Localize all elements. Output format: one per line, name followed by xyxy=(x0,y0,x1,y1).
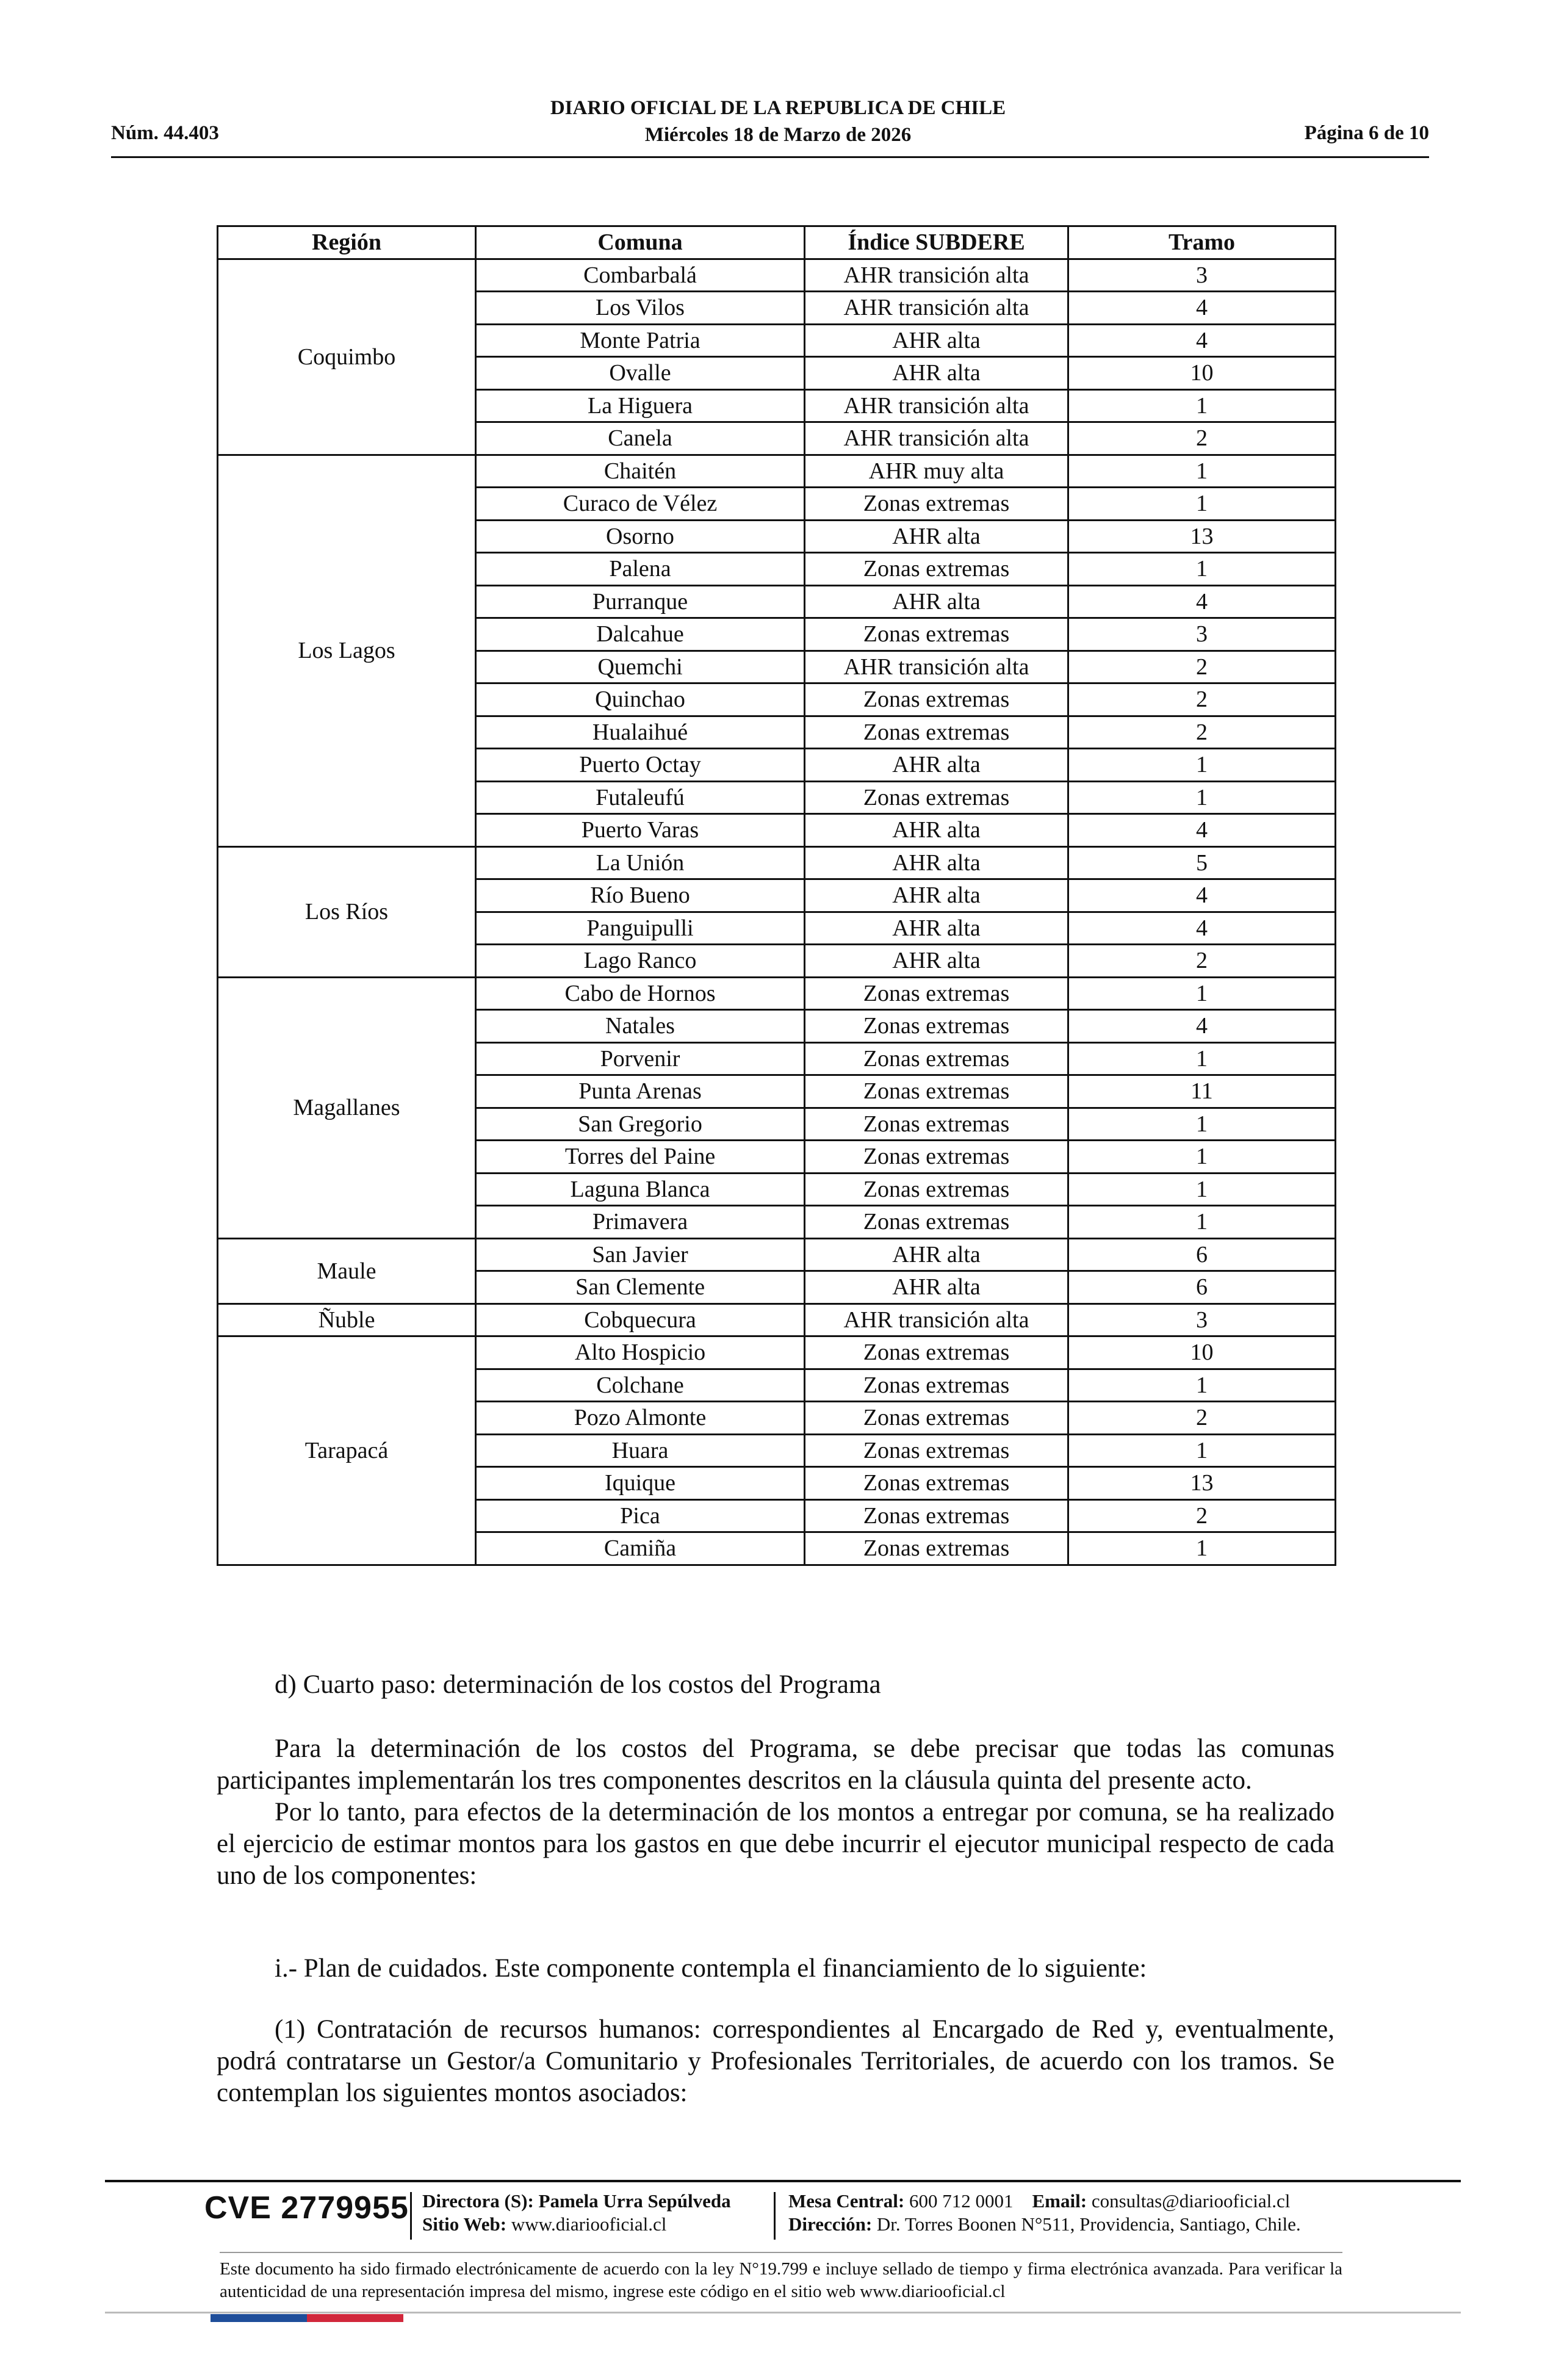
indice-cell: Zonas extremas xyxy=(805,977,1068,1010)
tramo-cell: 4 xyxy=(1068,814,1336,847)
footer-contact-left xyxy=(422,2190,731,2236)
table-row xyxy=(218,259,1336,292)
indice-cell: Zonas extremas xyxy=(805,1108,1068,1141)
tramo-cell: 2 xyxy=(1068,1402,1336,1435)
comuna-cell: Punta Arenas xyxy=(476,1075,805,1108)
table-body xyxy=(218,259,1336,1565)
direccion-value: Dr. Torres Boonen N°511, Providencia, Santiago, Chile. xyxy=(876,2213,1301,2235)
mesa-phone: 600 712 0001 xyxy=(909,2190,1014,2212)
plan-cuidados xyxy=(217,1953,1334,1985)
tramo-cell: 4 xyxy=(1068,324,1336,357)
comuna-cell: Purranque xyxy=(476,585,805,618)
tramo-cell: 1 xyxy=(1068,781,1336,814)
indice-cell: AHR transición alta xyxy=(805,259,1068,292)
directora-name: Pamela Urra Sepúlveda xyxy=(538,2190,731,2212)
tramo-cell: 11 xyxy=(1068,1075,1336,1108)
page-number: Página 6 de 10 xyxy=(1304,122,1429,144)
indice-cell: Zonas extremas xyxy=(805,716,1068,749)
paragraph-2: Por lo tanto, para efectos de la determinación de los montos a entregar por comuna, se ha realizado el ejercicio de estimar montos para los gastos en que debe incurrir el ejecutor municipal respecto de cada uno de los componentes: xyxy=(217,1798,1334,1890)
footer-separator xyxy=(410,2192,412,2240)
flag-stripe-blue xyxy=(211,2314,307,2322)
comuna-cell: Osorno xyxy=(476,520,805,553)
table-row xyxy=(218,846,1336,879)
directora-line xyxy=(422,2190,731,2213)
comuna-cell: Hualaihué xyxy=(476,716,805,749)
indice-cell: AHR alta xyxy=(805,1271,1068,1304)
comuna-cell: Iquique xyxy=(476,1467,805,1500)
comuna-cell: Canela xyxy=(476,422,805,455)
header-divider xyxy=(111,156,1429,158)
comuna-cell: Primavera xyxy=(476,1206,805,1239)
tramo-cell: 1 xyxy=(1068,455,1336,488)
region-cell: Los Lagos xyxy=(218,455,476,846)
indice-cell: AHR alta xyxy=(805,879,1068,912)
indice-cell: Zonas extremas xyxy=(805,1042,1068,1075)
tramo-cell: 1 xyxy=(1068,1042,1336,1075)
indice-cell: AHR transición alta xyxy=(805,422,1068,455)
mesa-line xyxy=(788,2190,1301,2213)
indice-cell: Zonas extremas xyxy=(805,1141,1068,1174)
tramo-cell: 13 xyxy=(1068,520,1336,553)
region-cell: Maule xyxy=(218,1238,476,1304)
paragraph-1: Para la determinación de los costos del Programa, se debe precisar que todas las comunas participantes implementarán los tres componentes descritos en la cláusula quinta del presente acto. xyxy=(217,1734,1334,1795)
column-header-comuna: Comuna xyxy=(476,226,805,259)
tramo-cell: 5 xyxy=(1068,846,1336,879)
indice-cell: AHR alta xyxy=(805,945,1068,978)
table-row xyxy=(218,1238,1336,1271)
comuna-cell: Cobquecura xyxy=(476,1304,805,1336)
comuna-cell: Huara xyxy=(476,1434,805,1467)
indice-cell: AHR transición alta xyxy=(805,389,1068,422)
tramo-cell: 3 xyxy=(1068,618,1336,651)
comuna-cell: Puerto Varas xyxy=(476,814,805,847)
comuna-cell: Laguna Blanca xyxy=(476,1173,805,1206)
tramo-cell: 2 xyxy=(1068,651,1336,683)
comuna-cell: Ovalle xyxy=(476,357,805,390)
tramo-cell: 1 xyxy=(1068,1141,1336,1174)
tramo-cell: 2 xyxy=(1068,1499,1336,1532)
tramo-cell: 2 xyxy=(1068,716,1336,749)
email-label: Email: xyxy=(1032,2190,1087,2212)
region-cell: Tarapacá xyxy=(218,1336,476,1565)
comuna-cell: Camiña xyxy=(476,1532,805,1565)
region-cell: Coquimbo xyxy=(218,259,476,455)
comuna-cell: Porvenir xyxy=(476,1042,805,1075)
tramo-cell: 3 xyxy=(1068,259,1336,292)
tramo-cell: 1 xyxy=(1068,1108,1336,1141)
tramo-cell: 1 xyxy=(1068,488,1336,521)
paragraph-4: (1) Contratación de recursos humanos: correspondientes al Encargado de Red y, eventualmente, podrá contratarse un Gestor/a Comunitario y Profesionales Territoriales, de acuerdo con los tramos. Se contemplan los siguientes montos asociados: xyxy=(217,2015,1334,2107)
comuna-cell: Natales xyxy=(476,1010,805,1043)
tramo-cell: 4 xyxy=(1068,1010,1336,1043)
footer-divider xyxy=(105,2180,1461,2182)
indice-cell: Zonas extremas xyxy=(805,1434,1068,1467)
comuna-cell: Futaleufú xyxy=(476,781,805,814)
indice-cell: AHR alta xyxy=(805,1238,1068,1271)
indice-cell: Zonas extremas xyxy=(805,683,1068,716)
indice-cell: Zonas extremas xyxy=(805,1173,1068,1206)
comuna-cell: Pozo Almonte xyxy=(476,1402,805,1435)
footer-thin-divider xyxy=(220,2252,1342,2253)
indice-cell: Zonas extremas xyxy=(805,1075,1068,1108)
column-header-tramo: Tramo xyxy=(1068,226,1336,259)
indice-cell: Zonas extremas xyxy=(805,1010,1068,1043)
indice-cell: Zonas extremas xyxy=(805,1499,1068,1532)
table-row xyxy=(218,1336,1336,1369)
table-row xyxy=(218,977,1336,1010)
indice-cell: Zonas extremas xyxy=(805,1467,1068,1500)
comuna-cell: San Clemente xyxy=(476,1271,805,1304)
column-header-region: Región xyxy=(218,226,476,259)
indice-cell: Zonas extremas xyxy=(805,781,1068,814)
indice-cell: Zonas extremas xyxy=(805,1402,1068,1435)
mesa-label: Mesa Central: xyxy=(788,2190,905,2212)
tramo-cell: 6 xyxy=(1068,1238,1336,1271)
comuna-cell: Curaco de Vélez xyxy=(476,488,805,521)
indice-cell: Zonas extremas xyxy=(805,1206,1068,1239)
tramo-cell: 1 xyxy=(1068,1532,1336,1565)
table-header-row xyxy=(218,226,1336,259)
table-row xyxy=(218,1304,1336,1336)
tramo-cell: 1 xyxy=(1068,1434,1336,1467)
comuna-cell: Cabo de Hornos xyxy=(476,977,805,1010)
tramo-cell: 3 xyxy=(1068,1304,1336,1336)
comuna-cell: Los Vilos xyxy=(476,292,805,325)
indice-cell: Zonas extremas xyxy=(805,1532,1068,1565)
publication-date: Miércoles 18 de Marzo de 2026 xyxy=(644,124,912,146)
tramo-cell: 10 xyxy=(1068,1336,1336,1369)
sitio-link[interactable]: www.diariooficial.cl xyxy=(511,2213,667,2235)
indice-cell: Zonas extremas xyxy=(805,553,1068,586)
region-cell: Ñuble xyxy=(218,1304,476,1336)
indice-cell: AHR transición alta xyxy=(805,292,1068,325)
direccion-label: Dirección: xyxy=(788,2213,873,2235)
tramo-cell: 10 xyxy=(1068,357,1336,390)
comuna-cell: La Unión xyxy=(476,846,805,879)
paragraph-3: i.- Plan de cuidados. Este componente contempla el financiamiento de lo siguiente: xyxy=(275,1954,1147,1983)
publication-title: DIARIO OFICIAL DE LA REPUBLICA DE CHILE xyxy=(550,97,1006,119)
table-row xyxy=(218,455,1336,488)
footer-separator xyxy=(774,2192,776,2240)
indice-cell: AHR alta xyxy=(805,357,1068,390)
comuna-cell: Combarbalá xyxy=(476,259,805,292)
tramo-cell: 6 xyxy=(1068,1271,1336,1304)
cve-code: CVE 2779955 xyxy=(204,2190,409,2226)
flag-stripe-red xyxy=(307,2314,403,2322)
indice-cell: AHR alta xyxy=(805,912,1068,945)
comuna-cell: Alto Hospicio xyxy=(476,1336,805,1369)
region-cell: Los Ríos xyxy=(218,846,476,977)
tramo-cell: 1 xyxy=(1068,1173,1336,1206)
indice-cell: Zonas extremas xyxy=(805,488,1068,521)
comuna-cell: Palena xyxy=(476,553,805,586)
comunas-table xyxy=(217,225,1336,1566)
region-cell: Magallanes xyxy=(218,977,476,1238)
indice-cell: AHR muy alta xyxy=(805,455,1068,488)
comuna-cell: Lago Ranco xyxy=(476,945,805,978)
email-link[interactable]: consultas@diariooficial.cl xyxy=(1091,2190,1291,2212)
comuna-cell: Pica xyxy=(476,1499,805,1532)
indice-cell: Zonas extremas xyxy=(805,618,1068,651)
tramo-cell: 1 xyxy=(1068,749,1336,782)
footer-contact-right xyxy=(788,2190,1301,2236)
body-paragraphs xyxy=(217,1733,1334,1892)
sitio-label: Sitio Web: xyxy=(422,2213,507,2235)
tramo-cell: 2 xyxy=(1068,422,1336,455)
comuna-cell: San Javier xyxy=(476,1238,805,1271)
comuna-cell: Dalcahue xyxy=(476,618,805,651)
indice-cell: Zonas extremas xyxy=(805,1336,1068,1369)
comuna-cell: Quemchi xyxy=(476,651,805,683)
tramo-cell: 2 xyxy=(1068,945,1336,978)
tramo-cell: 13 xyxy=(1068,1467,1336,1500)
indice-cell: AHR alta xyxy=(805,324,1068,357)
comuna-cell: San Gregorio xyxy=(476,1108,805,1141)
tramo-cell: 4 xyxy=(1068,292,1336,325)
contratacion-rrhh xyxy=(217,2014,1334,2109)
indice-cell: AHR alta xyxy=(805,749,1068,782)
tramo-cell: 1 xyxy=(1068,1369,1336,1402)
legal-notice: Este documento ha sido firmado electrónicamente de acuerdo con la ley N°19.799 e incluye sellado de tiempo y firma electrónica avanzada. Para verificar la autenticidad de una representación impresa del mismo, ingrese este código en el sitio web www.diariooficial.cl xyxy=(220,2259,1342,2301)
tramo-cell: 1 xyxy=(1068,389,1336,422)
direccion-line xyxy=(788,2213,1301,2236)
comuna-cell: Torres del Paine xyxy=(476,1141,805,1174)
indice-cell: AHR transición alta xyxy=(805,1304,1068,1336)
comuna-cell: Río Bueno xyxy=(476,879,805,912)
footer-bottom-divider xyxy=(105,2312,1461,2313)
indice-cell: AHR transición alta xyxy=(805,651,1068,683)
sitio-line xyxy=(422,2213,731,2236)
indice-cell: AHR alta xyxy=(805,520,1068,553)
indice-cell: AHR alta xyxy=(805,585,1068,618)
issue-number: Núm. 44.403 xyxy=(111,122,219,144)
comuna-cell: La Higuera xyxy=(476,389,805,422)
comuna-cell: Panguipulli xyxy=(476,912,805,945)
tramo-cell: 1 xyxy=(1068,553,1336,586)
tramo-cell: 1 xyxy=(1068,1206,1336,1239)
tramo-cell: 4 xyxy=(1068,879,1336,912)
section-heading-text: d) Cuarto paso: determinación de los costos del Programa xyxy=(275,1670,881,1699)
indice-cell: Zonas extremas xyxy=(805,1369,1068,1402)
tramo-cell: 4 xyxy=(1068,585,1336,618)
comuna-cell: Colchane xyxy=(476,1369,805,1402)
comuna-cell: Puerto Octay xyxy=(476,749,805,782)
indice-cell: AHR alta xyxy=(805,846,1068,879)
section-heading xyxy=(217,1669,1334,1701)
tramo-cell: 2 xyxy=(1068,683,1336,716)
comuna-cell: Monte Patria xyxy=(476,324,805,357)
directora-label: Directora (S): xyxy=(422,2190,534,2212)
comuna-cell: Chaitén xyxy=(476,455,805,488)
indice-cell: AHR alta xyxy=(805,814,1068,847)
column-header-indice: Índice SUBDERE xyxy=(805,226,1068,259)
comuna-cell: Quinchao xyxy=(476,683,805,716)
tramo-cell: 1 xyxy=(1068,977,1336,1010)
tramo-cell: 4 xyxy=(1068,912,1336,945)
